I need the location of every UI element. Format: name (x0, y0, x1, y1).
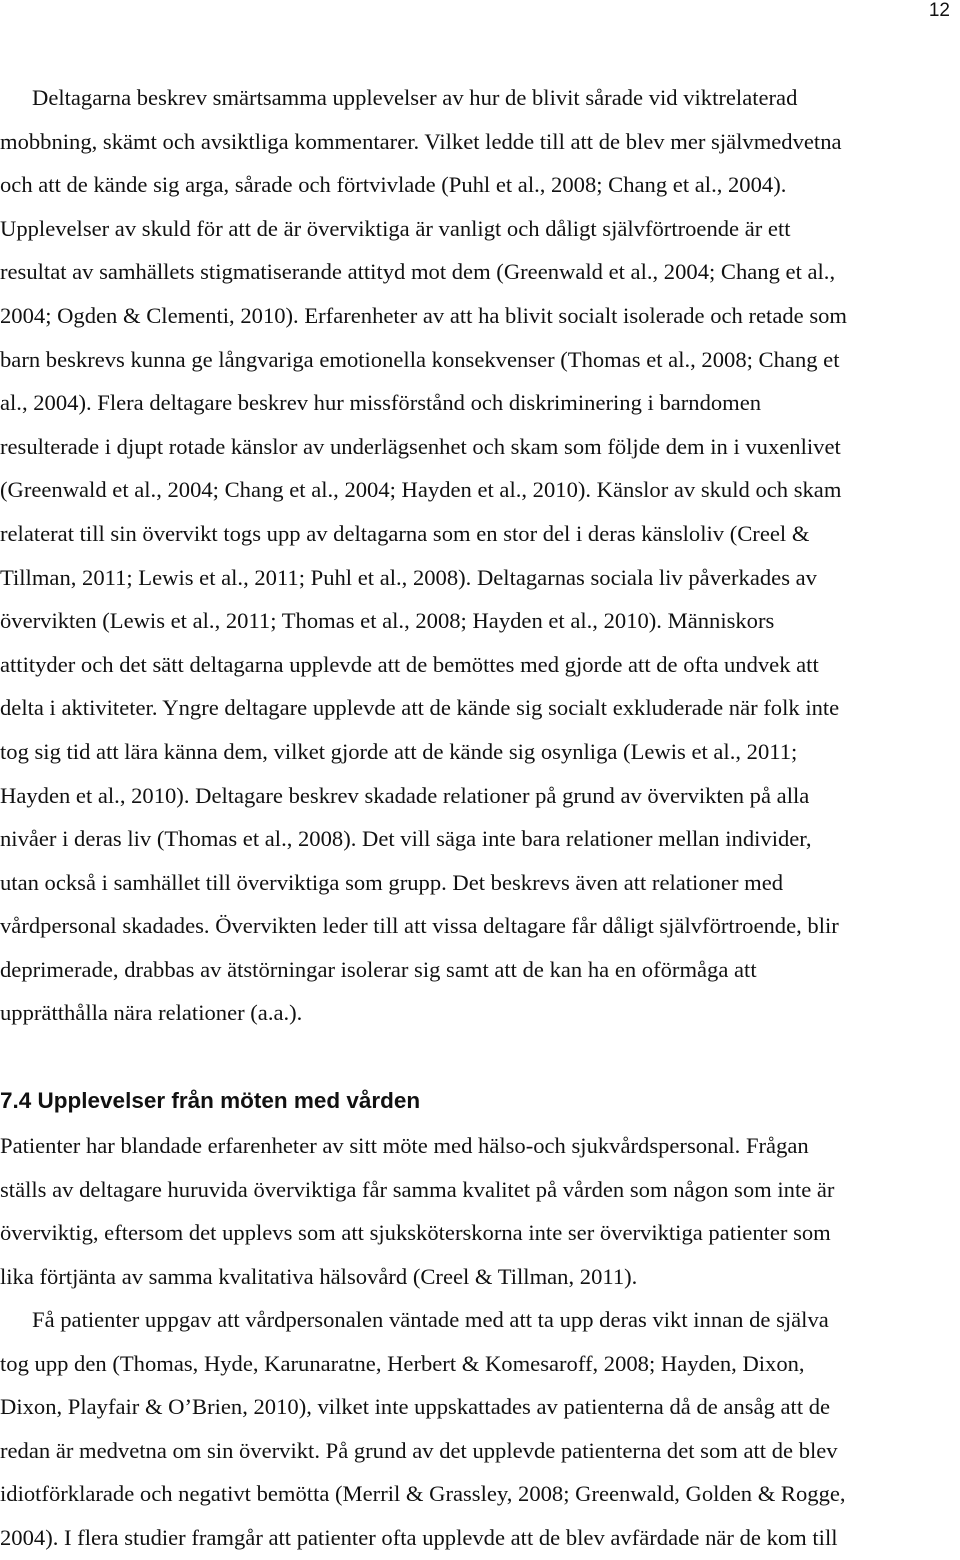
paragraph-line: ställs av deltagare huruvida överviktiga får samma kvalitet på vården som någon som inte är (0, 1176, 835, 1202)
page-number: 12 (928, 0, 950, 21)
paragraph-line: utan också i samhället till överviktiga som grupp. Det beskrevs även att relationer med (0, 869, 784, 895)
paragraph-line: Tillman, 2011; Lewis et al., 2011; Puhl et al., 2008). Deltagarnas sociala liv påverkades av (0, 564, 817, 590)
paragraph-line: Deltagarna beskrev smärtsamma upplevelser av hur de blivit sårade vid viktrelaterad (32, 85, 798, 110)
paragraph-2 (0, 1124, 960, 1298)
paragraph-line: vårdpersonal skadades. Övervikten leder till att vissa deltagare får dåligt självförtroende, blir (0, 913, 839, 939)
section-title: Upplevelser från möten med vården (37, 1088, 421, 1113)
paragraph-3 (0, 1298, 960, 1560)
paragraph-line: attityder och det sätt deltagarna upplevde att de bemöttes med gjorde att de ofta undvek att (0, 651, 819, 677)
paragraph-line: överviktig, eftersom det upplevs som att sjuksköterskorna inte ser överviktiga patienter som (0, 1220, 831, 1246)
section-heading (0, 1083, 420, 1119)
paragraph-line: Hayden et al., 2010). Deltagare beskrev skadade relationer på grund av övervikten på alla (0, 782, 810, 808)
paragraph-line: Dixon, Playfair & O’Brien, 2010), vilket inte uppskattades av patienterna då de ansåg att de (0, 1394, 831, 1420)
paragraph-line: resultat av samhällets stigmatiserande attityd mot dem (Greenwald et al., 2004; Chang et al., (0, 259, 836, 285)
paragraph-line: lika förtjänta av samma kvalitativa hälsovård (Creel & Tillman, 2011). (0, 1263, 638, 1289)
paragraph-line: och att de kände sig arga, sårade och förtvivlade (Puhl et al., 2008; Chang et al., 2004). (0, 172, 787, 198)
paragraph-line: deprimerade, drabbas av ätstörningar isolerar sig samt att de kan ha en oförmåga att (0, 956, 757, 982)
paragraph-line: Upplevelser av skuld för att de är överviktiga är vanligt och dåligt självförtroende är ett (0, 215, 791, 241)
paragraph-line: tog sig tid att lära känna dem, vilket gjorde att de kände sig osynliga (Lewis et al., 2011; (0, 738, 798, 764)
paragraph-line: idiotförklarade och negativt bemötta (Merril & Grassley, 2008; Greenwald, Golden & Rogge, (0, 1481, 846, 1507)
paragraph-line: relaterat till sin övervikt togs upp av deltagarna som en stor del i deras känsloliv (Creel & (0, 520, 810, 546)
section-number: 7.4 (0, 1088, 32, 1113)
paragraph-line: nivåer i deras liv (Thomas et al., 2008). Det vill säga inte bara relationer mellan individer, (0, 826, 812, 852)
paragraph-line: al., 2004). Flera deltagare beskrev hur missförstånd och diskriminering i barndomen (0, 390, 762, 416)
paragraph-line: barn beskrevs kunna ge långvariga emotionella konsekvenser (Thomas et al., 2008; Chang et (0, 346, 840, 372)
paragraph-line: upprätthålla nära relationer (a.a.). (0, 1000, 303, 1026)
paragraph-line: delta i aktiviteter. Yngre deltagare upplevde att de kände sig socialt exkluderade när folk inte (0, 695, 840, 721)
paragraph-line: 2004; Ogden & Clementi, 2010). Erfarenheter av att ha blivit socialt isolerade och retade som (0, 302, 848, 328)
paragraph-line: övervikten (Lewis et al., 2011; Thomas et al., 2008; Hayden et al., 2010). Människors (0, 608, 775, 634)
paragraph-line: (Greenwald et al., 2004; Chang et al., 2004; Hayden et al., 2010). Känslor av skuld och skam (0, 477, 842, 503)
paragraph-line: 2004). I flera studier framgår att patienter ofta upplevde att de blev avfärdade när de kom till (0, 1524, 838, 1550)
paragraph-1 (0, 76, 960, 1035)
paragraph-line: Patienter har blandade erfarenheter av sitt möte med hälso-och sjukvårdspersonal. Frågan (0, 1133, 809, 1158)
paragraph-line: resulterade i djupt rotade känslor av underlägsenhet och skam som följde dem in i vuxenlivet (0, 433, 841, 459)
paragraph-line: mobbning, skämt och avsiktliga kommentarer. Vilket ledde till att de blev mer självmedvetna (0, 128, 842, 154)
paragraph-line: Få patienter uppgav att vårdpersonalen väntade med att ta upp deras vikt innan de själva (32, 1307, 829, 1332)
paragraph-line: redan är medvetna om sin övervikt. På grund av det upplevde patienterna det som att de blev (0, 1437, 838, 1463)
paragraph-line: tog upp den (Thomas, Hyde, Karunaratne, Herbert & Komesaroff, 2008; Hayden, Dixon, (0, 1350, 805, 1376)
